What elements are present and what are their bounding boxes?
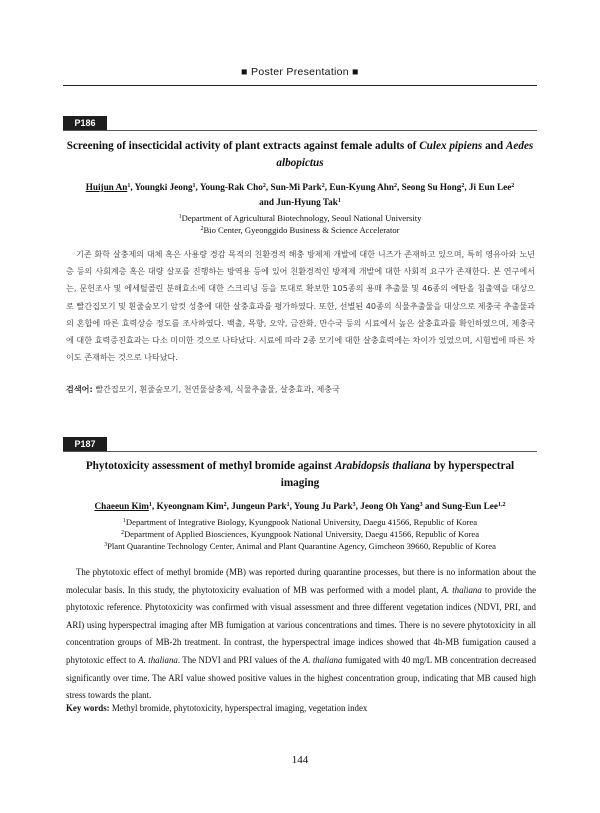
author-name: Ji Eun Lee$^2$ — [468, 182, 515, 192]
author-name: Sung-Eun Lee$^{1,2}$ — [442, 501, 506, 511]
affiliation-list-p187 — [66, 516, 534, 553]
author-name: Chaeeun Kim$^1$ — [94, 501, 152, 511]
affiliation: $^3$Plant Quarantine Technology Center, Animal and Plant Quarantine Agency, Gimcheon 39660, Republic of Korea — [104, 541, 496, 552]
author-name: Kyeongnam Kim$^2$ — [156, 501, 227, 511]
poster-id-badge-p186: P186 — [63, 116, 107, 131]
abstract-p187: The phytotoxic effect of methyl bromide (MB) was reported during quarantine processes, but there is no information about the molecular basis. In this study, the phytotoxicity evaluation of MB was performed with a model plant, A. thaliana to provide the phytotoxic reference. Phytotoxicity was confirmed with visual assessment and three different vegetation indices (NDVI, PRI, and ARI) using hyperspectral imaging after MB fumigation at various concentrations and times. There is no severe phytotoxicity in all concentration groups of MB-2h treatment. In contrast, the hyperspectral image indices showed that 4h-MB fumigation caused a phytotoxic effect to A. thaliana. The NDVI and PRI values of the A. thaliana fumigated with 40 mg/L MB concentration decreased significantly over time. The ARI value showed positive values in the highest concentration group, indicating that MB caused high stress towards the plant. — [66, 567, 537, 701]
poster-rule-p187 — [63, 451, 537, 452]
author-list-p186: Huijun An$^1$, Youngki Jeong$^1$, Young-Rak Cho$^2$, Sun-Mi Park$^2$, Eun-Kyung Ahn$^2$, Seong Su Hong$^2$, Ji Eun Lee$^2$ and Jun-Hyung Tak$^1$ — [85, 182, 515, 207]
author-name: Jungeun Park$^1$ — [231, 501, 290, 511]
author-name: Huijun An$^1$ — [85, 182, 131, 192]
poster-id-badge-p187: P187 — [63, 437, 107, 452]
author-list-p187: Chaeeun Kim$^1$, Kyeongnam Kim$^2$, Jungeun Park$^1$, Young Ju Park$^3$, Jeong Oh Yang$^3$ and Sung-Eun Lee$^{1,2}$ — [94, 501, 506, 511]
affiliation: $^2$Bio Center, Gyeonggido Business & Science Accelerator — [200, 225, 400, 236]
header-rule — [63, 85, 537, 86]
affiliation: $^2$Department of Applied Biosciences, Kyungpook National University, Daegu 41566, Republic of Korea — [120, 529, 480, 540]
affiliation-list-p186 — [66, 212, 534, 236]
page-number: 144 — [291, 754, 309, 766]
poster-rule-p186 — [63, 130, 537, 131]
poster-title-p186: Screening of insecticidal activity of plant extracts against female adults of Culex pipiens and Aedes albopictus — [66, 140, 534, 169]
author-name: Jeong Oh Yang$^3$ — [360, 501, 423, 511]
keywords-p187: Key words: Methyl bromide, phytotoxicity, hyperspectral imaging, vegetation index — [66, 703, 368, 713]
keywords-p186: 검색어: 빨간집모기, 흰줄숲모기, 천연물살충제, 식물추출물, 살충효과, 제충국 — [66, 384, 340, 394]
author-name: Jun-Hyung Tak$^1$ — [276, 197, 341, 207]
affiliation: $^1$Department of Integrative Biology, Kyungpook National University, Daegu 41566, Republic of Korea — [122, 517, 478, 527]
author-name: Youngki Jeong$^1$ — [134, 182, 196, 192]
poster-title-p187: Phytotoxicity assessment of methyl bromide against Arabidopsis thaliana by hyperspectral imaging — [85, 460, 515, 489]
affiliation: $^1$Department of Agricultural Biotechnology, Seoul National University — [178, 213, 422, 223]
author-name: Seong Su Hong$^2$ — [401, 182, 465, 192]
author-name: Young Ju Park$^3$ — [293, 501, 356, 511]
author-name: Young-Rak Cho$^2$ — [199, 182, 266, 192]
section-heading: ■ Poster Presentation ■ — [241, 66, 359, 78]
author-name: Eun-Kyung Ahn$^2$ — [329, 182, 397, 192]
author-name: Sun-Mi Park$^2$ — [270, 182, 325, 192]
abstract-p186: 기존 화학 살충제의 대체 혹은 사용량 경감 목적의 친환경적 해충 방제제 개발에 대한 니즈가 존재하고 있으며, 특히 영유아와 노년층 등의 사회계층 혹은 대량 살포를 진행하는 방역용 등에 있어 친환경적인 방제제 개발에 대한 사회적 요구가 존재한다. 본 연구에서는, 문헌조사 및 에세틸콜린 분해효소에 대한 스크리닝 등을 토대로 확보한 105종의 용매 추출물 및 46종의 에탄올 침출액을 대상으로 빨간집모기 및 흰줄숲모기 암컷 성충에 대한 살충효과를 평가하였다. 또한, 선별된 40종의 식물추출물을 대상으로 제충국 추출물과의 혼합에 따른 효력상승 정도를 조사하였다. 백출, 목향, 오약, 금잔화, 만수국 등의 시료에서 높은 살충효과를 확인하였으며, 제충국에 대한 효력증진효과는 다소 미미한 것으로 나타났다. 시료에 따라 2종 모기에 대한 살충효력에는 차이가 있었으며, 시험법에 따른 차이도 존재하는 것으로 나타났다. — [66, 249, 535, 363]
